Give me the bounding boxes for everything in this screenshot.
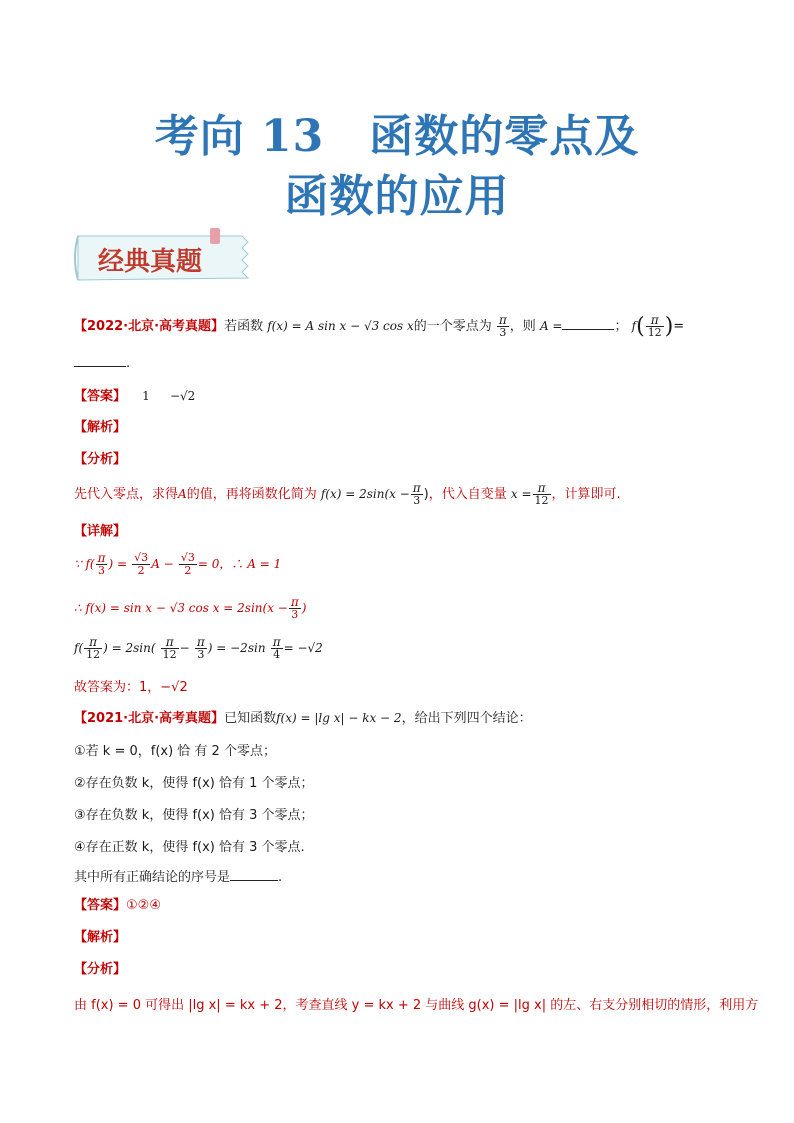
paper-clip-icon bbox=[210, 228, 220, 244]
q1-fenxi-label: 【分析】 bbox=[74, 452, 127, 467]
q1-second-blank: . bbox=[74, 356, 130, 371]
q1-detail-line2: ∴ f(x) = sin x − √3 cos x = 2sin(x − $\frac{\pi}{3}$ ) bbox=[74, 595, 307, 621]
q2-fenxi-label: 【分析】 bbox=[74, 962, 127, 977]
q2-stem: 【2021·北京·高考真题】已知函数f(x) = |lg x| − kx − 2，给出下列四个结论： bbox=[74, 711, 532, 726]
q1-detail-line3: f( $\frac{\pi}{12}$ ) = 2sin( $\frac{\pi}{12}$ − $\frac{\pi}{3}$ ) = −2sin $\frac{\pi}{4}$ = −√2 bbox=[74, 635, 323, 661]
q2-item-1: ①若 k = 0，f(x) 恰 有 2 个零点； bbox=[74, 744, 276, 759]
q1-stem: 【2022·北京·高考真题】若函数 f(x) = A sin x − √3 cos x的一个零点为 $\frac{\pi}{3}$ ，则 A = ； f( $\frac{\pi}{12}$ )= bbox=[74, 313, 685, 339]
q2-item-3: ③存在负数 k，使得 f(x) 恰有 3 个零点； bbox=[74, 808, 314, 823]
q2-item-4: ④存在正数 k，使得 f(x) 恰有 3 个零点. bbox=[74, 840, 305, 855]
q2-item-2: ②存在负数 k，使得 f(x) 恰有 1 个零点； bbox=[74, 776, 314, 791]
q1-conclusion: 故答案为：1，−√2 bbox=[74, 680, 188, 695]
q2-question: 其中所有正确结论的序号是 . bbox=[74, 870, 283, 885]
page-title-line2: 函数的应用 bbox=[284, 171, 510, 222]
badge-label: 经典真题 bbox=[98, 247, 203, 277]
q2-fenxi-text: 由 f(x) = 0 可得出 |lg x| = kx + 2，考查直线 y = kx + 2 与曲线 g(x) = |lg x| 的左、右支分别相切的情形，利用方 bbox=[74, 998, 759, 1013]
q1-fenxi-text: 先代入零点，求得A的值，再将函数化简为 f(x) = 2sin(x − $\frac{\pi}{3}$ )，代入自变量 x = $\frac{\pi}{12}$ ，计算即可. bbox=[74, 481, 621, 507]
q2-answer: 【答案】①②④ bbox=[74, 898, 161, 913]
q1-analysis-label: 【解析】 bbox=[74, 420, 127, 435]
q2-analysis-label: 【解析】 bbox=[74, 930, 127, 945]
q1-answer: 【答案】 1 −√2 bbox=[74, 389, 196, 404]
q1-detail-label: 【详解】 bbox=[74, 524, 127, 539]
q1-detail-line1: ∵ f( $\frac{\pi}{3}$ ) = $\frac{√3}{2}$ A − $\frac{√3}{2}$ = 0，∴ A = 1 bbox=[74, 551, 282, 577]
page-title-line1: 考向 13 函数的零点及 bbox=[154, 111, 640, 162]
section-badge bbox=[72, 228, 252, 288]
